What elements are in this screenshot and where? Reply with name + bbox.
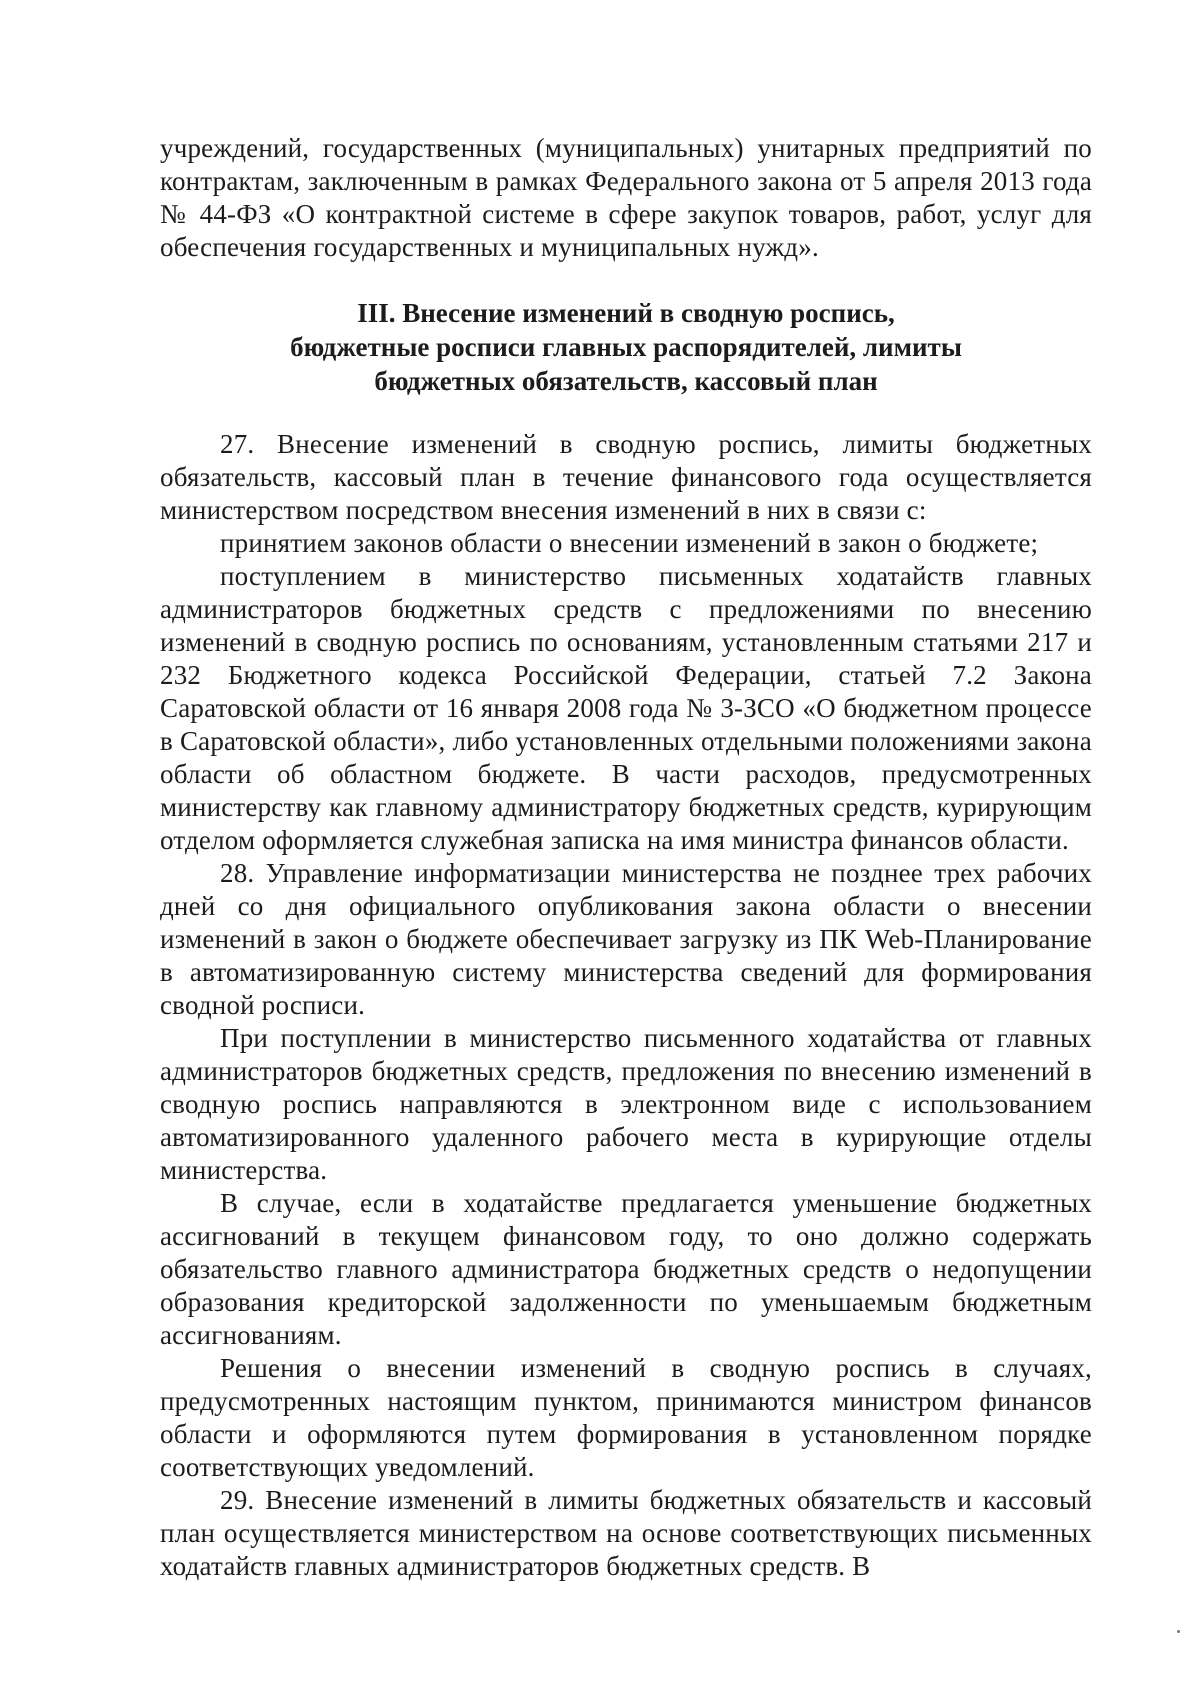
section-heading-line-2: бюджетные росписи главных распорядителей, лимиты	[290, 332, 962, 362]
paragraph-28-decisions: Решения о внесении изменений в сводную роспись в случаях, предусмотренных настоящим пунктом, принимаются министром финансов области и оформляются путем формирования в установленном порядке соответствующих уведомлений.	[160, 1353, 1092, 1482]
section-heading-line-3: бюджетных обязательств, кассовый план	[374, 366, 878, 396]
intro-block	[160, 132, 1092, 264]
paragraph-28-reduction: В случае, если в ходатайстве предлагается уменьшение бюджетных ассигнований в текущем финансовом году, то оно должно содержать обязательство главного администратора бюджетных средств о недопущении образования кредиторской задолженности по уменьшаемым бюджетным ассигнованиям.	[160, 1188, 1092, 1350]
intro-paragraph: учреждений, государственных (муниципальных) унитарных предприятий по контрактам, заключенным в рамках Федерального закона от 5 апреля 2013 года № 44-ФЗ «О контрактной системе в сфере закупок товаров, работ, услуг для обеспечения государственных и муниципальных нужд».	[160, 133, 1092, 262]
section-heading-line-1: III. Внесение изменений в сводную роспись,	[357, 298, 895, 328]
scan-speck	[1177, 1630, 1180, 1633]
body-text	[160, 428, 1092, 1583]
section-heading	[160, 296, 1092, 398]
paragraph-27-item-1: принятием законов области о внесении изменений в закон о бюджете;	[220, 528, 1039, 558]
paragraph-29: 29. Внесение изменений в лимиты бюджетных обязательств и кассовый план осуществляется министерством на основе соответствующих письменных ходатайств главных администраторов бюджетных средств. В	[160, 1485, 1092, 1581]
paragraph-28-petition: При поступлении в министерство письменного ходатайства от главных администраторов бюджетных средств, предложения по внесению изменений в сводную роспись направляются в электронном виде с использованием автоматизированного удаленного рабочего места в курирующие отделы министерства.	[160, 1023, 1092, 1185]
paragraph-27-item-2: поступлением в министерство письменных ходатайств главных администраторов бюджетных средств с предложениями по внесению изменений в сводную роспись по основаниям, установленным статьями 217 и 232 Бюджетного кодекса Российской Федерации, статьей 7.2 Закона Саратовской области от 16 января 2008 года № 3-ЗСО «О бюджетном процессе в Саратовской области», либо установленных отдельными положениями закона области об областном бюджете. В части расходов, предусмотренных министерству как главному администратору бюджетных средств, курирующим отделом оформляется служебная записка на имя министра финансов области.	[160, 561, 1092, 855]
paragraph-28: 28. Управление информатизации министерства не позднее трех рабочих дней со дня официального опубликования закона области о внесении изменений в закон о бюджете обеспечивает загрузку из ПК Web-Планирование в автоматизированную систему министерства сведений для формирования сводной росписи.	[160, 858, 1092, 1020]
paragraph-27: 27. Внесение изменений в сводную роспись, лимиты бюджетных обязательств, кассовый план в течение финансового года осуществляется министерством посредством внесения изменений в них в связи с:	[160, 429, 1092, 525]
